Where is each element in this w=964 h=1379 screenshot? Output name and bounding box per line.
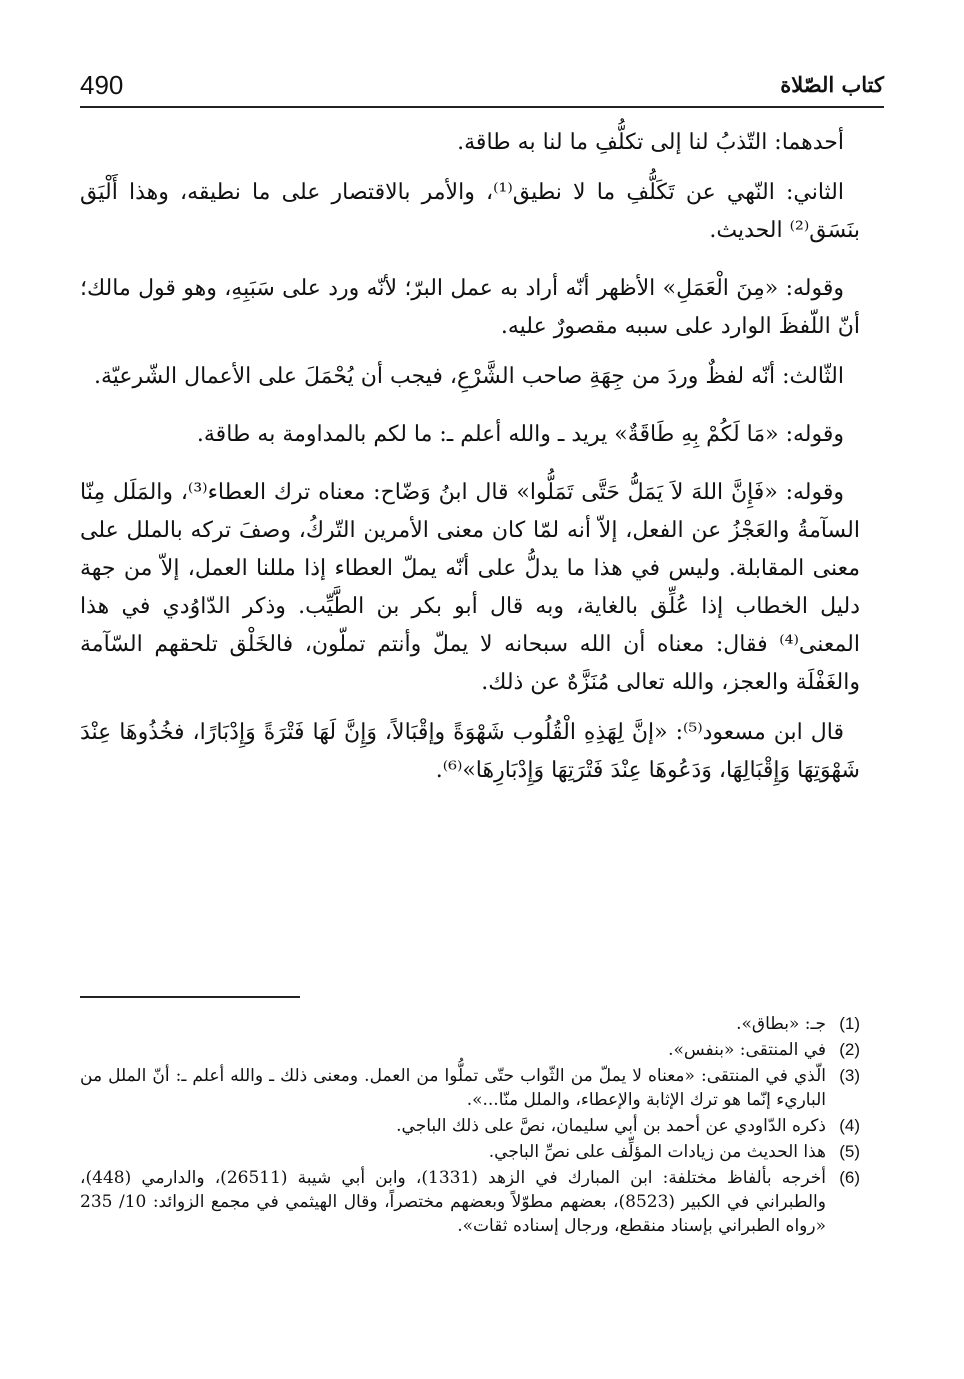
footnote-text: في المنتقى: «بنفس». (668, 1040, 826, 1060)
footnote-text: جـ: «بطاق». (736, 1014, 826, 1034)
footnote-number: (3) (839, 1066, 860, 1085)
footnote (80, 1012, 860, 1036)
paragraph-1: أحدهما: التّذبُ لنا إلى تكلُّفِ ما لنا به طاقة. (457, 130, 844, 155)
page-number: 490 (80, 70, 124, 100)
paragraph-2: الثاني: النّهي عن تَكَلُّفِ ما لا نطيق⁽¹⁾، والأمر بالاقتصار على ما نطيقه، وهذا أَلْيَق بنَسَق⁽²⁾ الحديث. (80, 180, 860, 243)
footnote-number: (1) (839, 1014, 860, 1033)
header-rule (80, 106, 884, 108)
footnote-text: هذا الحديث من زيادات المؤلِّف على نصِّ الباجي. (488, 1142, 826, 1162)
footnote (80, 1038, 860, 1062)
footnote (80, 1064, 860, 1112)
paragraph-6: وقوله: «فَإِنَّ اللهَ لاَ يَمَلُّ حَتَّى تَمَلُّوا» قال ابنُ وَضّاح: معناه ترك العطاء⁽³⁾، والمَلَل مِنّا السآمةُ والعَجْزُ عن الفعل، إلاّ أنه لمّا كان معنى الأمرين التّركُ، وصفَ تركه بالملل على معنى المقابلة. وليس في هذا ما يدلُّ على أنّه يملّ العطاء إذا مللنا العمل، إلاّ من جهة دليل الخطاب إذا عُلِّق بالغاية، وبه قال أبو بكر بن الطَّيِّب. وذكر الدّاوُدي في هذا المعنى⁽⁴⁾ فقال: معناه أن الله سبحانه لا يملّ وأنتم تملّون، فالخَلْق تلحقهم السّآمة والغَفْلَة والعجز، والله تعالى مُنَزَّهٌ عن ذلك. (80, 480, 860, 695)
footnote-text: أخرجه بألفاظ مختلفة: ابن المبارك في الزهد (1331)، وابن أبي شيبة (26511)، والدارمي (448)، والطبراني في الكبير (8523)، بعضهم مطوّلاً وبعضهم مختصراً، وقال الهيثمي في مجمع الزوائد: 10/ 235 «رواه الطبراني بإسناد منقطع، ورجال إسناده ثقات». (80, 1168, 826, 1236)
footnote (80, 1140, 860, 1164)
paragraph-4: الثّالث: أنّه لفظٌ وردَ من جِهَةِ صاحب الشَّرْعِ، فيجب أن يُحْمَلَ على الأعمال الشّرعيّة. (93, 364, 844, 389)
footnote-number: (5) (839, 1142, 860, 1161)
footnote-text: الّذي في المنتقى: «معناه لا يملّ من الثّواب حتّى تملُّوا من العمل. ومعنى ذلك ـ والله أعلم ـ: أنّ الملل من الباريء إنّما هو ترك الإثابة والإعطاء، والملل منّا...». (80, 1066, 826, 1110)
footnote-rule (80, 996, 300, 998)
footnotes (80, 1012, 860, 1240)
paragraph-5: وقوله: «مَا لَكُمْ بِهِ طَاقَةٌ» يريد ـ والله أعلم ـ: ما لكم بالمداومة به طاقة. (196, 422, 844, 447)
footnote (80, 1166, 860, 1238)
main-text (80, 124, 860, 802)
footnote-text: ذكره الدّاودي عن أحمد بن أبي سليمان، نصَّ على ذلك الباجي. (396, 1116, 826, 1136)
paragraph-3: وقوله: «مِنَ الْعَمَلِ» الأظهر أنّه أراد به عمل البرّ؛ لأنّه ورد على سَبَبِهِ، وهو قول مالك؛ أنّ اللّفظَ الوارد على سببه مقصورٌ عليه. (80, 276, 860, 339)
running-title: كتاب الصّلاة (780, 72, 884, 97)
footnote-number: (6) (839, 1168, 860, 1187)
page-header (80, 62, 884, 106)
footnote (80, 1114, 860, 1138)
footnote-number: (2) (839, 1040, 860, 1059)
paragraph-7: قال ابن مسعود⁽⁵⁾: «إنَّ لِهَذِهِ الْقُلُوب شَهْوَةً وإقْبَالاً، وَإِنَّ لَهَا فَتْرَةً وَإِدْبَارًا، فخُذُوهَا عِنْدَ شَهْوَتِهَا وَإِقْبَالِهَا، وَدَعُوهَا عِنْدَ فَتْرَتِهَا وَإِدْبَارِهَا»⁽⁶⁾. (80, 720, 860, 783)
footnote-number: (4) (839, 1116, 860, 1135)
